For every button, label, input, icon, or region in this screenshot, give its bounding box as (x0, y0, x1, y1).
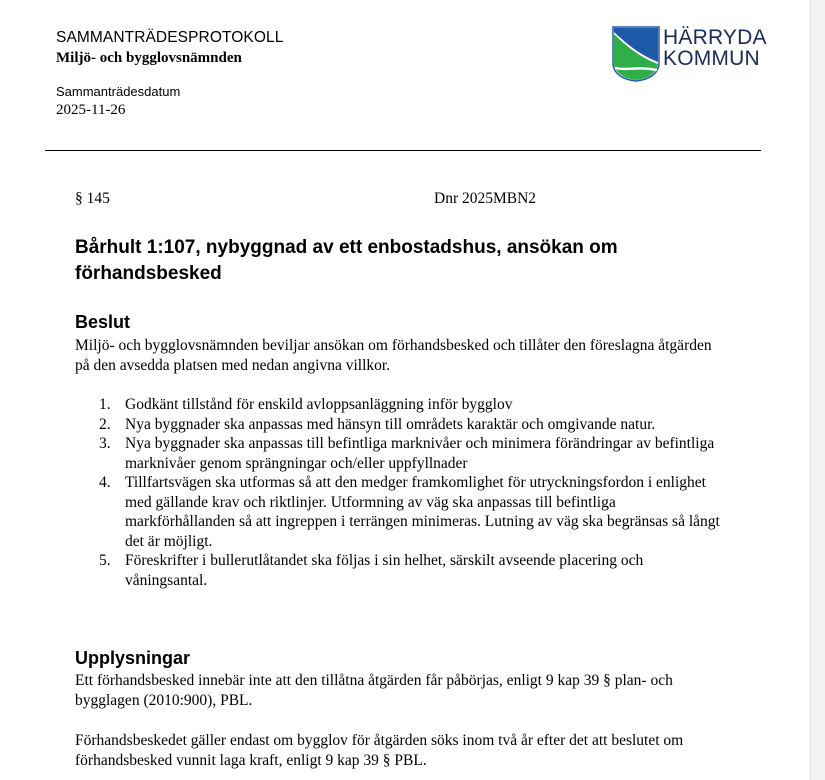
condition-item (75, 473, 725, 551)
conditions-list (75, 395, 725, 590)
case-number: Dnr 2025MBN2 (434, 190, 537, 207)
condition-text: Nya byggnader ska anpassas till befintliga marknivåer och minimera förändringar av befintliga marknivåer genom sprängningar och/eller uppfyllnader (125, 435, 715, 472)
condition-item (75, 395, 725, 415)
condition-text: Tillfartsvägen ska utformas så att den medger framkomlighet för utryckningsfordon i enlighet med gällande krav och riktlinjer. Utformning av väg ska anpassas till befintliga markförhållanden så att ingreppen i terrängen minimeras. Lutning av väg ska begränsas så långt det är möjligt. (125, 474, 720, 550)
municipality-logo (612, 26, 772, 86)
information-heading: Upplysningar (75, 648, 191, 668)
condition-item (75, 551, 725, 590)
condition-text: Föreskrifter i bullerutlåtandet ska följas i sin helhet, särskilt avseende placering och våningsantal. (125, 552, 644, 589)
condition-number: 4. (99, 474, 111, 491)
decision-heading: Beslut (75, 312, 131, 332)
condition-item (75, 415, 725, 435)
municipality-logo-mark-icon (612, 26, 660, 82)
case-title: Bårhult 1:107, nybyggnad av ett enbostadshus, ansökan om förhandsbesked (75, 237, 618, 284)
viewer-edge (810, 0, 825, 780)
decision-intro: Miljö- och bygglovsnämnden beviljar ansökan om förhandsbesked och tillåter den föreslagna åtgärden på den avsedda platsen med nedan angivna villkor. (75, 337, 712, 374)
condition-number: 5. (99, 552, 111, 569)
section-number: § 145 (75, 190, 110, 207)
condition-text: Godkänt tillstånd för enskild avloppsanläggning inför bygglov (125, 396, 513, 413)
condition-text: Nya byggnader ska anpassas med hänsyn till områdets karaktär och omgivande natur. (125, 415, 656, 433)
logo-line-2: KOMMUN (663, 47, 760, 70)
municipality-logo-text (663, 27, 767, 69)
condition-item (75, 434, 725, 473)
condition-number: 3. (99, 435, 111, 452)
header-divider (45, 150, 761, 151)
condition-number: 1. (99, 396, 111, 413)
meeting-date-value: 2025-11-26 (56, 102, 126, 118)
condition-number: 2. (99, 415, 111, 433)
logo-line-1: HÄRRYDA (663, 26, 767, 49)
information-paragraph-1: Ett förhandsbesked innebär inte att den tillåtna åtgärden får påbörjas, enligt 9 kap 39 § plan- och bygglagen (2010:900), PBL. (75, 672, 673, 709)
meeting-date-label: Sammanträdesdatum (56, 84, 181, 99)
board-name: Miljö- och bygglovsnämnden (56, 50, 242, 66)
information-paragraph-2: Förhandsbeskedet gäller endast om bygglov för åtgärden söks inom två år efter det att beslutet om förhandsbesked vunnit laga kraft, enligt 9 kap 39 § PBL. (75, 732, 684, 769)
document-type: SAMMANTRÄDESPROTOKOLL (56, 29, 284, 46)
